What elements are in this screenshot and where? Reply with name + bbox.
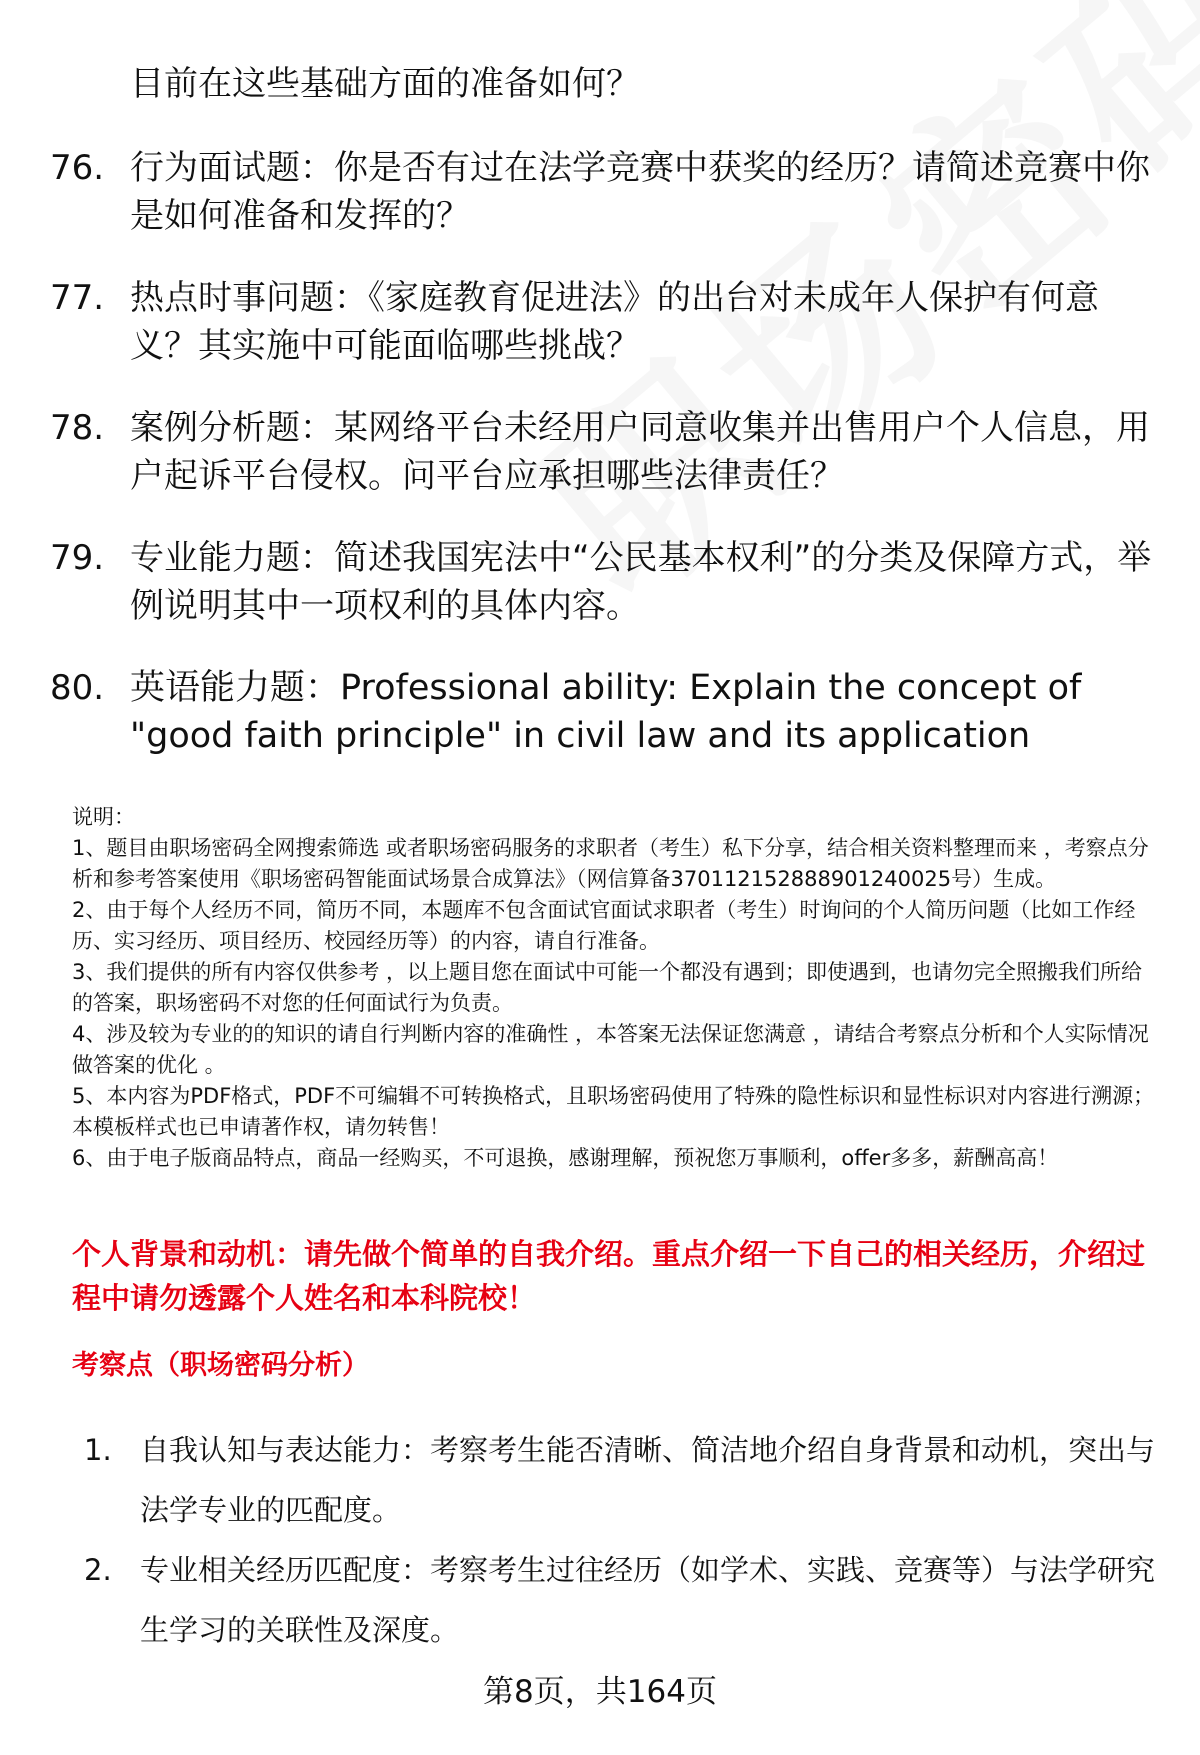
question-number: 80. xyxy=(50,668,105,708)
question-number: 76. xyxy=(50,148,105,188)
question-text: 英语能力题：Professional ability: Explain the concept of "good faith principle" in civil law and its application xyxy=(130,668,1082,756)
point-number: 1. xyxy=(84,1433,112,1467)
question-item xyxy=(50,664,1160,760)
point-text: 专业相关经历匹配度：考察考生过往经历（如学术、实践、竞赛等）与法学研究生学习的关联性及深度。 xyxy=(140,1553,1156,1647)
section-heading: 个人背景和动机：请先做个简单的自我介绍。重点介绍一下自己的相关经历，介绍过程中请勿透露个人姓名和本科院校！ xyxy=(72,1237,1146,1315)
point-text: 自我认知与表达能力：考察考生能否清晰、简洁地介绍自身背景和动机，突出与法学专业的匹配度。 xyxy=(140,1433,1156,1527)
point-number: 2. xyxy=(84,1553,112,1587)
question-number: 78. xyxy=(50,408,105,448)
question-item xyxy=(50,404,1160,500)
question-item xyxy=(50,144,1160,240)
note-item: 3、我们提供的所有内容仅供参考 ，以上题目您在面试中可能一个都没有遇到；即使遇到，也请勿完全照搬我们所给的答案，职场密码不对您的任何面试行为负责。 xyxy=(72,960,1143,1015)
question-text: 专业能力题：简述我国宪法中“公民基本权利”的分类及保障方式，举例说明其中一项权利的具体内容。 xyxy=(130,538,1152,626)
note-item: 2、由于每个人经历不同，简历不同，本题库不包含面试官面试求职者（考生）时询问的个人简历问题（比如工作经历、实习经历、项目经历、校园经历等）的内容，请自行准备。 xyxy=(72,898,1136,953)
question-number: 79. xyxy=(50,538,105,578)
note-item: 1、题目由职场密码全网搜索筛选 或者职场密码服务的求职者（考生）私下分享，结合相关资料整理而来 ，考察点分析和参考答案使用《职场密码智能面试场景合成算法》（网信算备370112152888901240025号）生成。 xyxy=(72,836,1149,891)
note-item: 5、本内容为PDF格式，PDF不可编辑不可转换格式，且职场密码使用了特殊的隐性标识和显性标识对内容进行溯源；本模板样式也已申请著作权，请勿转售！ xyxy=(72,1084,1155,1139)
notes-title: 说明： xyxy=(72,805,135,829)
analysis-points xyxy=(72,1420,1162,1660)
analysis-point xyxy=(72,1540,1162,1660)
page-footer: 第8页，共164页 xyxy=(483,1674,717,1710)
note-item: 6、由于电子版商品特点，商品一经购买，不可退换，感谢理解，预祝您万事顺利，offer多多，薪酬高高！ xyxy=(72,1146,1059,1170)
question-text: 案例分析题：某网络平台未经用户同意收集并出售用户个人信息，用户起诉平台侵权。问平台应承担哪些法律责任？ xyxy=(130,408,1150,496)
question-item xyxy=(50,274,1160,370)
notes-section xyxy=(72,802,1162,1174)
question-item xyxy=(50,534,1160,630)
question-number: 77. xyxy=(50,278,105,318)
question-text: 行为面试题：你是否有过在法学竞赛中获奖的经历？请简述竞赛中你是如何准备和发挥的？ xyxy=(130,148,1150,236)
question-continuation: 目前在这些基础方面的准备如何？ xyxy=(130,64,640,104)
section-subheading: 考察点（职场密码分析） xyxy=(72,1350,369,1381)
analysis-point xyxy=(72,1420,1162,1540)
question-list xyxy=(50,60,1160,794)
note-item: 4、涉及较为专业的的知识的请自行判断内容的准确性 ，本答案无法保证您满意 ，请结合考察点分析和个人实际情况做答案的优化 。 xyxy=(72,1022,1149,1077)
question-text: 热点时事问题：《家庭教育促进法》的出台对未成年人保护有何意义？其实施中可能面临哪些挑战？ xyxy=(130,278,1099,366)
